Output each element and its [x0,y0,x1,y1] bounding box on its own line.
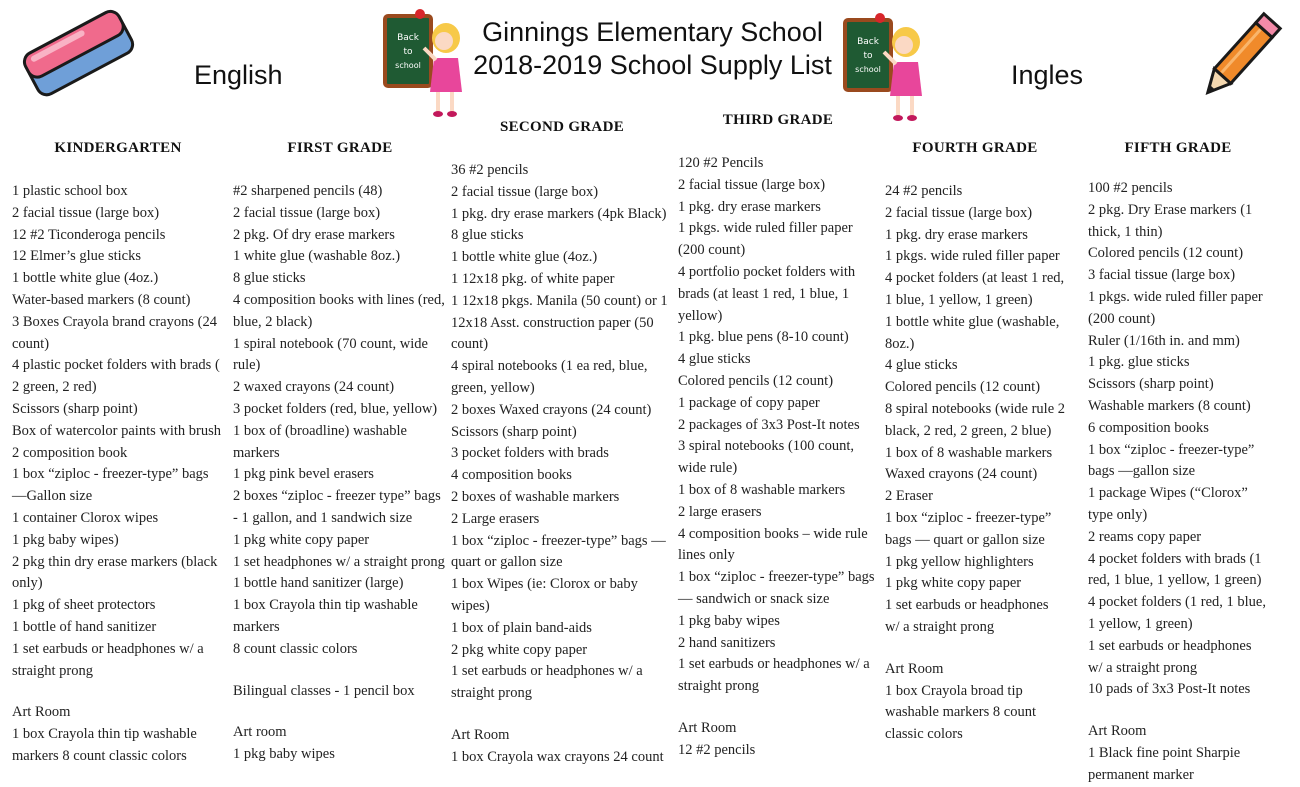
supply-item: 1 box of plain band-aids [451,619,592,636]
supply-item: Scissors (sharp point) [1088,376,1214,393]
supply-item: 2 Large erasers [451,510,540,527]
supply-item: 2 packages of 3x3 Post-It notes [678,416,860,433]
supply-item: 2 reams copy paper [1088,528,1202,545]
supply-item: 3 facial tissue (large box) [1088,267,1236,284]
supply-item: 3 pocket folders (red, blue, yellow) [233,400,438,417]
supply-item: 1 box “ziploc - freezer-type” bags — quart or gallon size [885,509,1052,548]
svg-text:school: school [855,65,881,74]
supply-item: 1 pkg. dry erase markers (4pk Black) [451,205,667,222]
grade-heading: FOURTH GRADE [912,140,1038,156]
supply-item: 1 pkg baby wipes) [12,531,119,548]
supply-item: 6 composition books [1088,419,1209,436]
grade-heading: SECOND GRADE [499,119,625,135]
supply-item: 1 bottle white glue (4oz.) [451,249,598,266]
supply-item: Colored pencils (12 count) [1088,245,1244,262]
section-heading: Art Room [12,704,71,721]
supply-item: 1 box Crayola thin tip washable markers 8 count classic colors [12,726,197,764]
supply-item: 3 Boxes Crayola brand crayons (24 count) [12,313,217,352]
svg-text:to: to [863,51,873,61]
supply-item: 2 large erasers [678,503,762,520]
supply-item: 2 Eraser [885,488,933,505]
supply-item: 4 spiral notebooks (1 ea red, blue, green, yellow) [451,358,648,396]
svg-text:school: school [395,61,421,70]
supply-item: Colored pencils (12 count) [678,372,834,389]
eraser-icon [18,8,140,100]
grade-heading: KINDERGARTEN [54,140,182,156]
supply-item: 1 white glue (washable 8oz.) [233,248,401,265]
section-heading: Art Room [451,726,510,743]
grade-column-kindergarten [12,138,224,768]
language-label-english: English [194,60,283,90]
grade-column-fifth [1088,138,1268,787]
supply-item: 4 glue sticks [678,351,751,368]
supply-item: Scissors (sharp point) [451,423,577,440]
supply-item: 2 boxes “ziploc - freezer type” bags - 1 gallon, and 1 sandwich size [233,488,441,526]
supply-item: 1 bottle white glue (washable, 8oz.) [885,313,1060,352]
supply-item: 4 composition books – wide rule lines only [678,525,868,564]
grade-column-fourth [885,138,1065,746]
supply-item: 100 #2 pencils [1088,180,1173,196]
supply-item: 12 #2 pencils [678,741,756,758]
supply-item: 1 bottle white glue (4oz.) [12,270,159,287]
supply-item: 4 plastic pocket folders with brads ( 2 green, 2 red) [12,357,220,396]
supply-item: 1 package of copy paper [678,394,820,411]
supply-item: 2 facial tissue (large box) [233,204,381,221]
supply-item: 1 pkg. blue pens (8-10 count) [678,329,849,346]
svg-text:to: to [403,47,413,57]
supply-item: 2 facial tissue (large box) [12,204,160,221]
supply-item: 1 set earbuds or headphones w/ a straight prong [451,663,643,702]
supply-item: 1 box of 8 washable markers [885,444,1053,461]
back-to-school-girl-icon-right [842,12,930,124]
supply-item: 1 package Wipes (“Clorox” type only) [1088,485,1248,523]
supply-item: 1 12x18 pkgs. Manila (50 count) or 1 12x18 Asst. construction paper (50 count) [451,292,668,353]
supply-item: 8 glue sticks [451,227,524,244]
supply-item: 1 box of 8 washable markers [678,481,846,498]
supply-item: 1 box Crayola thin tip washable markers [233,597,418,635]
supply-item: Water-based markers (8 count) [12,291,191,308]
supply-item: 10 pads of 3x3 Post-It notes [1088,681,1251,698]
section-heading: Art Room [1088,723,1147,740]
grade-column-first [233,138,447,766]
supply-item: 1 set earbuds or headphones w/ a straight prong [885,597,1049,635]
supply-item: 4 portfolio pocket folders with brads (at least 1 red, 1 blue, 1 yellow) [678,263,856,324]
supply-item: 12 #2 Ticonderoga pencils [12,226,166,243]
supply-item: 1 set headphones w/ a straight prong [233,553,445,570]
supply-list [12,181,224,768]
grade-heading: FIFTH GRADE [1124,140,1232,156]
supply-list [885,181,1065,746]
supply-item: 4 pocket folders with brads (1 red, 1 blue, 1 yellow, 1 green) [1088,550,1262,589]
supply-item: 1 box Crayola wax crayons 24 count [451,748,664,765]
supply-item: 1 pkg. dry erase markers [678,198,821,215]
grade-heading: THIRD GRADE [722,112,834,128]
supply-item: 120 #2 Pencils [678,155,764,171]
supply-item: 2 pkg white copy paper [451,641,588,658]
supply-item: 1 box Wipes (ie: Clorox or baby wipes) [451,576,638,614]
supply-item: 1 bottle hand sanitizer (large) [233,575,404,592]
supply-item: 2 facial tissue (large box) [885,204,1033,221]
grade-heading: FIRST GRADE [287,140,393,156]
supply-item: 4 composition books with lines (red, blue, 2 black) [233,291,445,330]
supply-item: 4 composition books [451,467,572,484]
supply-list [1088,178,1268,787]
supply-item: Scissors (sharp point) [12,400,138,417]
supply-list [233,181,447,766]
supply-item: 36 #2 pencils [451,162,529,178]
supply-item: Ruler (1/16th in. and mm) [1088,332,1240,349]
section-heading: Art Room [885,660,944,677]
svg-text:Back: Back [397,33,419,43]
supply-item: 1 pkg white copy paper [233,531,370,548]
supply-list [451,160,673,769]
supply-item: 24 #2 pencils [885,183,963,199]
supply-item: 1 pkg white copy paper [885,575,1022,592]
supply-item: 2 facial tissue (large box) [451,183,599,200]
section-heading: Art room [233,724,287,741]
supply-item: 1 pkg. dry erase markers [885,226,1028,243]
supply-item: 4 pocket folders (at least 1 red, 1 blue, 1 yellow, 1 green) [885,270,1065,308]
supply-item: 8 count classic colors [233,640,358,657]
supply-item: #2 sharpened pencils (48) [233,183,383,199]
supply-item: 1 pkg baby wipes [233,746,335,763]
supply-item: 1 pkg pink bevel erasers [233,466,374,483]
supply-item: 1 pkg yellow highlighters [885,553,1034,570]
supply-item: 1 box “ziploc - freezer-type” bags —Gallon size [12,466,209,505]
supply-item: 2 facial tissue (large box) [678,176,826,193]
title-supply-list: 2018-2019 School Supply List [473,50,832,80]
supply-item: Waxed crayons (24 count) [885,466,1038,483]
supply-item: 2 waxed crayons (24 count) [233,379,395,396]
supply-item: 1 12x18 pkg. of white paper [451,270,615,287]
supply-item: 1 Black fine point Sharpie permanent marker [1088,744,1241,783]
section-heading: Bilingual classes - 1 pencil box [233,682,415,699]
supply-item: 1 set earbuds or headphones w/ a straight prong [12,640,204,679]
supply-item: 2 pkg. Dry Erase markers (1 thick, 1 thin) [1088,201,1253,240]
supply-item: 1 box “ziploc - freezer-type” bags — sandwich or snack size [678,569,875,607]
supply-item: 1 pkgs. wide ruled filler paper [885,248,1060,265]
supply-item: 12 Elmer’s glue sticks [12,248,142,265]
supply-item: 1 box Crayola broad tip washable markers 8 count classic colors [885,682,1036,743]
svg-text:Back: Back [857,37,879,47]
supply-item: 1 pkg. glue sticks [1088,354,1190,371]
supply-item: 1 plastic school box [12,183,128,199]
supply-item: Washable markers (8 count) [1088,397,1251,414]
supply-item: 1 pkg of sheet protectors [12,597,156,614]
supply-item: 2 composition book [12,444,128,461]
supply-item: 1 container Clorox wipes [12,509,159,526]
supply-item: 2 hand sanitizers [678,634,776,651]
supply-item: 1 pkg baby wipes [678,612,780,629]
supply-item: 2 pkg. Of dry erase markers [233,226,395,243]
supply-item: 1 pkgs. wide ruled filler paper (200 count) [1088,288,1263,327]
supply-item: 1 set earbuds or headphones w/ a straight prong [1088,637,1252,676]
supply-item: 1 box “ziploc - freezer-type” bags —gallon size [1088,441,1255,480]
supply-item: 1 pkgs. wide ruled filler paper (200 count) [678,220,853,259]
supply-item: 1 box of (broadline) washable markers [233,422,407,461]
supply-item: 1 set earbuds or headphones w/ a straight prong [678,656,870,695]
supply-item: 2 boxes Waxed crayons (24 count) [451,401,652,418]
grade-column-third [678,110,878,762]
section-heading: Art Room [678,719,737,736]
supply-item: 3 pocket folders with brads [451,445,609,462]
supply-item: 2 boxes of washable markers [451,488,620,505]
supply-item: Colored pencils (12 count) [885,379,1041,396]
pencil-icon [1192,8,1292,104]
supply-item: 8 spiral notebooks (wide rule 2 black, 2 red, 2 green, 2 blue) [885,400,1066,439]
supply-item: 2 pkg thin dry erase markers (black only) [12,553,218,592]
supply-item: 4 glue sticks [885,357,958,374]
supply-item: 4 pocket folders (1 red, 1 blue, 1 yellow, 1 green) [1088,594,1266,632]
supply-item: 1 spiral notebook (70 count, wide rule) [233,335,428,374]
page-title [450,16,855,82]
supply-item: Box of watercolor paints with brush [12,422,222,439]
language-label-ingles: Ingles [1011,60,1084,90]
supply-item: 1 bottle of hand sanitizer [12,618,157,635]
title-school: Ginnings Elementary School [482,17,823,47]
supply-item: 8 glue sticks [233,270,306,287]
grade-column-second [451,117,673,769]
supply-item: 1 box “ziploc - freezer-type” bags — quart or gallon size [451,532,666,571]
supply-item: 3 spiral notebooks (100 count, wide rule) [678,438,854,477]
supply-list [678,153,878,762]
